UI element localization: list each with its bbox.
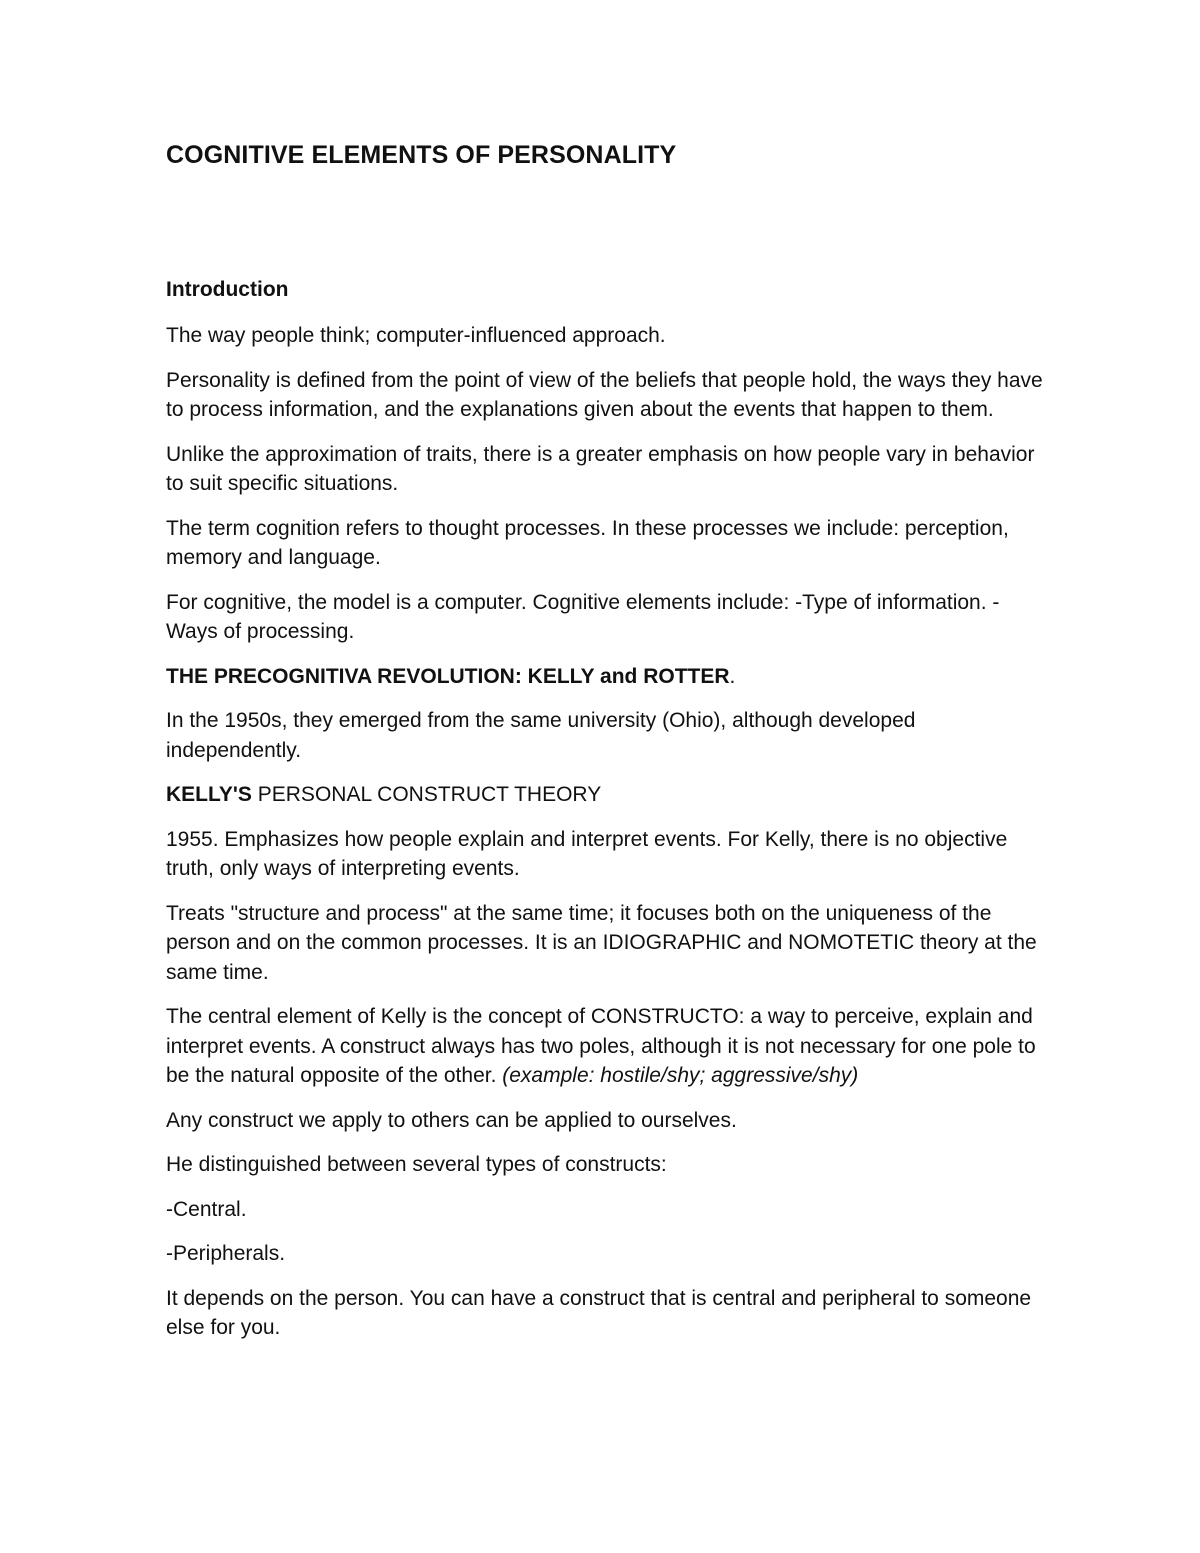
paragraph-6: In the 1950s, they emerged from the same university (Ohio), although developed independently. xyxy=(166,709,916,762)
paragraph-9 xyxy=(166,1002,1046,1091)
paragraph-9-main: The central element of Kelly is the concept of CONSTRUCTO: a way to perceive, explain and interpret events. A construct always has two poles, although it is not necessary for one pole to be the natural opposite of the other. xyxy=(166,1005,1036,1087)
paragraph-9-example: (example: hostile/shy; aggressive/shy) xyxy=(502,1064,859,1087)
kelly-heading-rest: PERSONAL CONSTRUCT THEORY xyxy=(251,783,602,806)
paragraph-14: It depends on the person. You can have a construct that is central and peripheral to someone else for you. xyxy=(166,1286,1032,1339)
precognitiva-heading xyxy=(166,662,1046,692)
paragraph-4: The term cognition refers to thought processes. In these processes we include: perception, memory and language. xyxy=(166,516,1009,569)
kelly-heading-bold: KELLY'S xyxy=(166,783,252,806)
paragraph-2: Personality is defined from the point of view of the beliefs that people hold, the ways they have to process information, and the explanations given about the events that happen to them. xyxy=(166,368,1043,421)
paragraph-3: Unlike the approximation of traits, there is a greater emphasis on how people vary in behavior to suit specific situations. xyxy=(166,442,1035,495)
paragraph-11: He distinguished between several types of constructs: xyxy=(166,1153,667,1176)
paragraph-5: For cognitive, the model is a computer. Cognitive elements include: -Type of information. -Ways of processing. xyxy=(166,590,1000,643)
paragraph-8: Treats "structure and process" at the same time; it focuses both on the uniqueness of the person and on the common processes. It is an IDIOGRAPHIC and NOMOTETIC theory at the same time. xyxy=(166,901,1037,984)
document-title: COGNITIVE ELEMENTS OF PERSONALITY xyxy=(166,141,677,169)
paragraph-1: The way people think; computer-influenced approach. xyxy=(166,324,666,347)
precognitiva-heading-text: THE PRECOGNITIVA REVOLUTION: KELLY and ROTTER xyxy=(166,664,730,688)
list-item-peripherals: -Peripherals. xyxy=(166,1242,286,1265)
document-page xyxy=(166,138,1046,1358)
precognitiva-heading-period: . xyxy=(729,664,736,688)
paragraph-10: Any construct we apply to others can be applied to ourselves. xyxy=(166,1108,737,1132)
intro-heading: Introduction xyxy=(166,278,289,301)
spacer xyxy=(166,172,1046,275)
paragraph-7: 1955. Emphasizes how people explain and interpret events. For Kelly, there is no objective truth, only ways of interpreting events. xyxy=(166,827,1008,880)
kelly-heading xyxy=(166,780,1046,810)
list-item-central: -Central. xyxy=(166,1197,247,1221)
